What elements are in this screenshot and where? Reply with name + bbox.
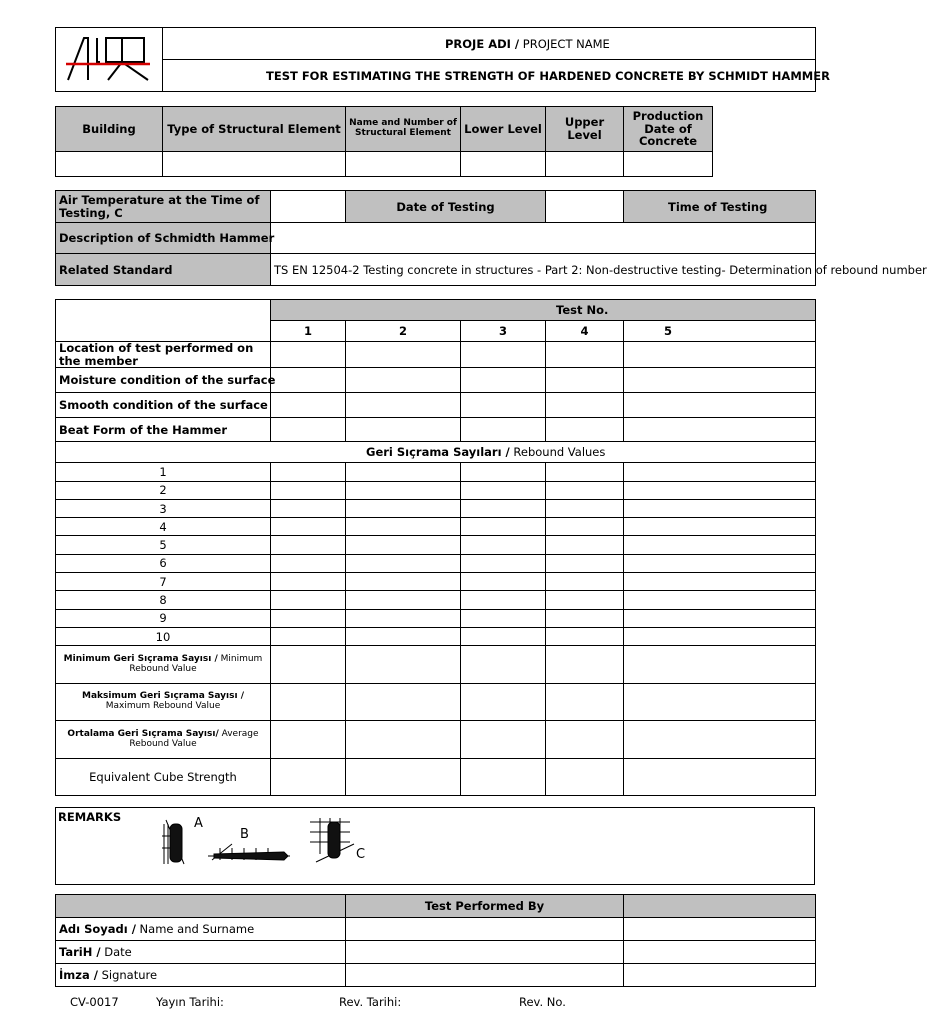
rebound-number: 10	[56, 627, 271, 645]
test-no-5: 5	[624, 321, 816, 342]
performed-by-header: Test Performed By	[346, 895, 624, 918]
rebound-cell-2[interactable]	[346, 554, 461, 572]
rebound-cell-1[interactable]	[271, 573, 346, 591]
building-input[interactable]	[56, 152, 163, 177]
rebound-cell-4[interactable]	[546, 499, 624, 517]
revision-number-label: Rev. No.	[519, 995, 566, 1009]
max-cell-4[interactable]	[546, 684, 624, 721]
standard-label: Related Standard	[56, 254, 271, 286]
avg-cell-3[interactable]	[461, 721, 546, 759]
rebound-cell-2[interactable]	[346, 609, 461, 627]
rebound-header	[56, 442, 816, 463]
rebound-row	[56, 499, 816, 517]
element-type-input[interactable]	[163, 152, 346, 177]
avg-cell-4[interactable]	[546, 721, 624, 759]
rebound-cell-5[interactable]	[624, 573, 816, 591]
header-building: Building	[56, 107, 163, 152]
date-label-tr: TariH /	[59, 945, 101, 959]
header-table	[55, 27, 830, 92]
remarks-box[interactable]	[55, 807, 815, 885]
performer-signature-input[interactable]	[346, 964, 624, 987]
location-cell-4[interactable]	[546, 342, 624, 368]
rebound-cell-1[interactable]	[271, 609, 346, 627]
project-name-cell	[163, 28, 816, 60]
header-element-name: Name and Number of Structural Element	[346, 107, 461, 152]
extra-signature-input[interactable]	[624, 964, 816, 987]
rebound-cell-3[interactable]	[461, 536, 546, 554]
cube-strength-label: Equivalent Cube Strength	[56, 759, 271, 796]
element-name-input[interactable]	[346, 152, 461, 177]
moisture-cell-3[interactable]	[461, 368, 546, 393]
rebound-cell-1[interactable]	[271, 554, 346, 572]
min-rebound-label	[56, 646, 271, 684]
test-no-2: 2	[346, 321, 461, 342]
rebound-cell-3[interactable]	[461, 627, 546, 645]
air-temp-label: Air Temperature at the Time of Testing, C	[56, 191, 271, 223]
cube-cell-1[interactable]	[271, 759, 346, 796]
location-cell-2[interactable]	[346, 342, 461, 368]
rebound-cell-4[interactable]	[546, 554, 624, 572]
rebound-cell-2[interactable]	[346, 627, 461, 645]
rebound-row	[56, 536, 816, 554]
rebound-cell-2[interactable]	[346, 499, 461, 517]
rebound-cell-1[interactable]	[271, 518, 346, 536]
rebound-cell-5[interactable]	[624, 627, 816, 645]
beat-form-cell-5[interactable]	[624, 418, 816, 442]
rebound-row	[56, 481, 816, 499]
rebound-number: 8	[56, 591, 271, 609]
test-no-header: Test No.	[271, 300, 816, 321]
rebound-cell-1[interactable]	[271, 536, 346, 554]
signature-extra-header	[624, 895, 816, 918]
moisture-cell-1[interactable]	[271, 368, 346, 393]
rebound-cell-1[interactable]	[271, 591, 346, 609]
rebound-cell-2[interactable]	[346, 573, 461, 591]
doc-code: CV-0017	[70, 995, 119, 1009]
header-element-type: Type of Structural Element	[163, 107, 346, 152]
performer-name-input[interactable]	[346, 918, 624, 941]
figure-c-label: C	[356, 847, 366, 862]
rebound-number: 4	[56, 518, 271, 536]
test-no-3: 3	[461, 321, 546, 342]
rebound-cell-2[interactable]	[346, 463, 461, 481]
rebound-cell-5[interactable]	[624, 499, 816, 517]
signature-corner-cell	[56, 895, 346, 918]
rebound-cell-4[interactable]	[546, 481, 624, 499]
test-no-1: 1	[271, 321, 346, 342]
rebound-cell-3[interactable]	[461, 481, 546, 499]
rebound-cell-2[interactable]	[346, 536, 461, 554]
production-date-input[interactable]	[624, 152, 713, 177]
rebound-cell-1[interactable]	[271, 463, 346, 481]
rebound-cell-5[interactable]	[624, 481, 816, 499]
publish-date-label: Yayın Tarihi:	[156, 995, 224, 1009]
figure-a-label: A	[194, 816, 203, 831]
moisture-label: Moisture condition of the surface	[56, 368, 271, 393]
smooth-cell-2[interactable]	[346, 393, 461, 418]
project-name-label: PROJE ADI /	[445, 36, 520, 51]
standard-value: TS EN 12504-2 Testing concrete in structures - Part 2: Non-destructive testing- Determination of rebound number	[271, 254, 816, 286]
rebound-cell-3[interactable]	[461, 591, 546, 609]
date-label	[56, 941, 346, 964]
signature-table	[55, 894, 816, 987]
rebound-row	[56, 554, 816, 572]
beat-form-cell-4[interactable]	[546, 418, 624, 442]
hammer-label: Description of Schmidth Hammer	[56, 223, 271, 254]
header-production-date: Production Date of Concrete	[624, 107, 713, 152]
cube-cell-3[interactable]	[461, 759, 546, 796]
figure-b-label: B	[240, 827, 249, 842]
rebound-number: 9	[56, 609, 271, 627]
rebound-cell-5[interactable]	[624, 554, 816, 572]
min-rebound-label-en: Minimum Rebound Value	[129, 653, 263, 674]
rebound-cell-3[interactable]	[461, 554, 546, 572]
performer-date-input[interactable]	[346, 941, 624, 964]
moisture-cell-2[interactable]	[346, 368, 461, 393]
min-cell-1[interactable]	[271, 646, 346, 684]
location-cell-5[interactable]	[624, 342, 816, 368]
min-cell-5[interactable]	[624, 646, 816, 684]
date-of-testing-label: Date of Testing	[346, 191, 546, 223]
rebound-row	[56, 609, 816, 627]
rebound-cell-5[interactable]	[624, 536, 816, 554]
rebound-cell-3[interactable]	[461, 573, 546, 591]
rebound-header-en: Rebound Values	[509, 445, 606, 460]
beat-form-cell-2[interactable]	[346, 418, 461, 442]
rebound-row	[56, 573, 816, 591]
air-temp-input[interactable]	[271, 191, 346, 223]
rebound-cell-4[interactable]	[546, 536, 624, 554]
element-table	[55, 106, 713, 177]
rebound-number: 6	[56, 554, 271, 572]
date-of-testing-input[interactable]	[546, 191, 624, 223]
cube-cell-2[interactable]	[346, 759, 461, 796]
rebound-number: 1	[56, 463, 271, 481]
beat-form-cell-3[interactable]	[461, 418, 546, 442]
rebound-cell-5[interactable]	[624, 518, 816, 536]
moisture-cell-5[interactable]	[624, 368, 816, 393]
rebound-number: 5	[56, 536, 271, 554]
cube-cell-4[interactable]	[546, 759, 624, 796]
header-lower-level: Lower Level	[461, 107, 546, 152]
min-cell-2[interactable]	[346, 646, 461, 684]
rebound-cell-2[interactable]	[346, 591, 461, 609]
avg-cell-5[interactable]	[624, 721, 816, 759]
company-logo	[64, 32, 154, 84]
rebound-cell-4[interactable]	[546, 518, 624, 536]
header-upper-level: Upper Level	[546, 107, 624, 152]
max-cell-1[interactable]	[271, 684, 346, 721]
name-label-en: Name and Surname	[135, 922, 255, 936]
max-rebound-label-tr: Maksimum Geri Sıçrama Sayısı /	[82, 691, 244, 702]
signature-label-en: Signature	[97, 968, 158, 982]
rebound-row	[56, 591, 816, 609]
time-of-testing-label: Time of Testing	[624, 191, 816, 223]
test-table	[55, 299, 816, 796]
max-cell-5[interactable]	[624, 684, 816, 721]
revision-date-label: Rev. Tarihi:	[339, 995, 402, 1009]
hammer-position-figure	[160, 814, 380, 870]
avg-rebound-label	[56, 721, 271, 759]
rebound-cell-2[interactable]	[346, 481, 461, 499]
rebound-cell-3[interactable]	[461, 463, 546, 481]
rebound-row	[56, 463, 816, 481]
name-label-tr: Adı Soyadı /	[59, 922, 136, 936]
rebound-cell-3[interactable]	[461, 518, 546, 536]
rebound-row	[56, 518, 816, 536]
avg-rebound-label-tr: Ortalama Geri Sıçrama Sayısı/	[67, 728, 219, 739]
rebound-cell-5[interactable]	[624, 591, 816, 609]
remarks-label: REMARKS	[58, 810, 122, 824]
max-rebound-label	[56, 684, 271, 721]
rebound-cell-5[interactable]	[624, 609, 816, 627]
max-cell-2[interactable]	[346, 684, 461, 721]
beat-form-label: Beat Form of the Hammer	[56, 418, 271, 442]
form-title: TEST FOR ESTIMATING THE STRENGTH OF HARDENED CONCRETE BY SCHMIDT HAMMER	[163, 60, 816, 92]
signature-label-tr: İmza /	[59, 968, 98, 982]
smooth-cell-1[interactable]	[271, 393, 346, 418]
rebound-cell-1[interactable]	[271, 481, 346, 499]
logo-cell	[56, 28, 163, 92]
name-label	[56, 918, 346, 941]
location-cell-3[interactable]	[461, 342, 546, 368]
extra-name-input[interactable]	[624, 918, 816, 941]
max-cell-3[interactable]	[461, 684, 546, 721]
extra-date-input[interactable]	[624, 941, 816, 964]
rebound-cell-1[interactable]	[271, 627, 346, 645]
smooth-cell-5[interactable]	[624, 393, 816, 418]
conditions-table	[55, 190, 927, 286]
avg-cell-1[interactable]	[271, 721, 346, 759]
rebound-cell-4[interactable]	[546, 591, 624, 609]
cube-cell-5[interactable]	[624, 759, 816, 796]
rebound-header-tr: Geri Sıçrama Sayıları /	[366, 445, 510, 460]
rebound-cell-2[interactable]	[346, 518, 461, 536]
rebound-number: 3	[56, 499, 271, 517]
avg-rebound-label-en: Average Rebound Value	[129, 728, 259, 749]
date-label-en: Date	[100, 945, 132, 959]
location-label: Location of test performed on the member	[56, 342, 271, 368]
rebound-cell-5[interactable]	[624, 463, 816, 481]
lower-level-input[interactable]	[461, 152, 546, 177]
rebound-cell-4[interactable]	[546, 609, 624, 627]
rebound-row	[56, 627, 816, 645]
smooth-cell-3[interactable]	[461, 393, 546, 418]
rebound-cell-4[interactable]	[546, 463, 624, 481]
max-rebound-label-en: Maximum Rebound Value	[105, 701, 221, 712]
location-cell-1[interactable]	[271, 342, 346, 368]
rebound-cell-3[interactable]	[461, 609, 546, 627]
rebound-cell-3[interactable]	[461, 499, 546, 517]
upper-level-input[interactable]	[546, 152, 624, 177]
rebound-cell-1[interactable]	[271, 499, 346, 517]
rebound-number: 2	[56, 481, 271, 499]
rebound-cell-4[interactable]	[546, 627, 624, 645]
min-cell-3[interactable]	[461, 646, 546, 684]
smooth-cell-4[interactable]	[546, 393, 624, 418]
avg-cell-2[interactable]	[346, 721, 461, 759]
beat-form-cell-1[interactable]	[271, 418, 346, 442]
smooth-label: Smooth condition of the surface	[56, 393, 271, 418]
signature-label	[56, 964, 346, 987]
rebound-number: 7	[56, 573, 271, 591]
hammer-input[interactable]	[271, 223, 816, 254]
test-no-4: 4	[546, 321, 624, 342]
min-cell-4[interactable]	[546, 646, 624, 684]
project-name-label-en: PROJECT NAME	[519, 36, 610, 51]
moisture-cell-4[interactable]	[546, 368, 624, 393]
rebound-cell-4[interactable]	[546, 573, 624, 591]
test-corner-cell	[56, 300, 271, 342]
min-rebound-label-tr: Minimum Geri Sıçrama Sayısı /	[63, 653, 218, 664]
